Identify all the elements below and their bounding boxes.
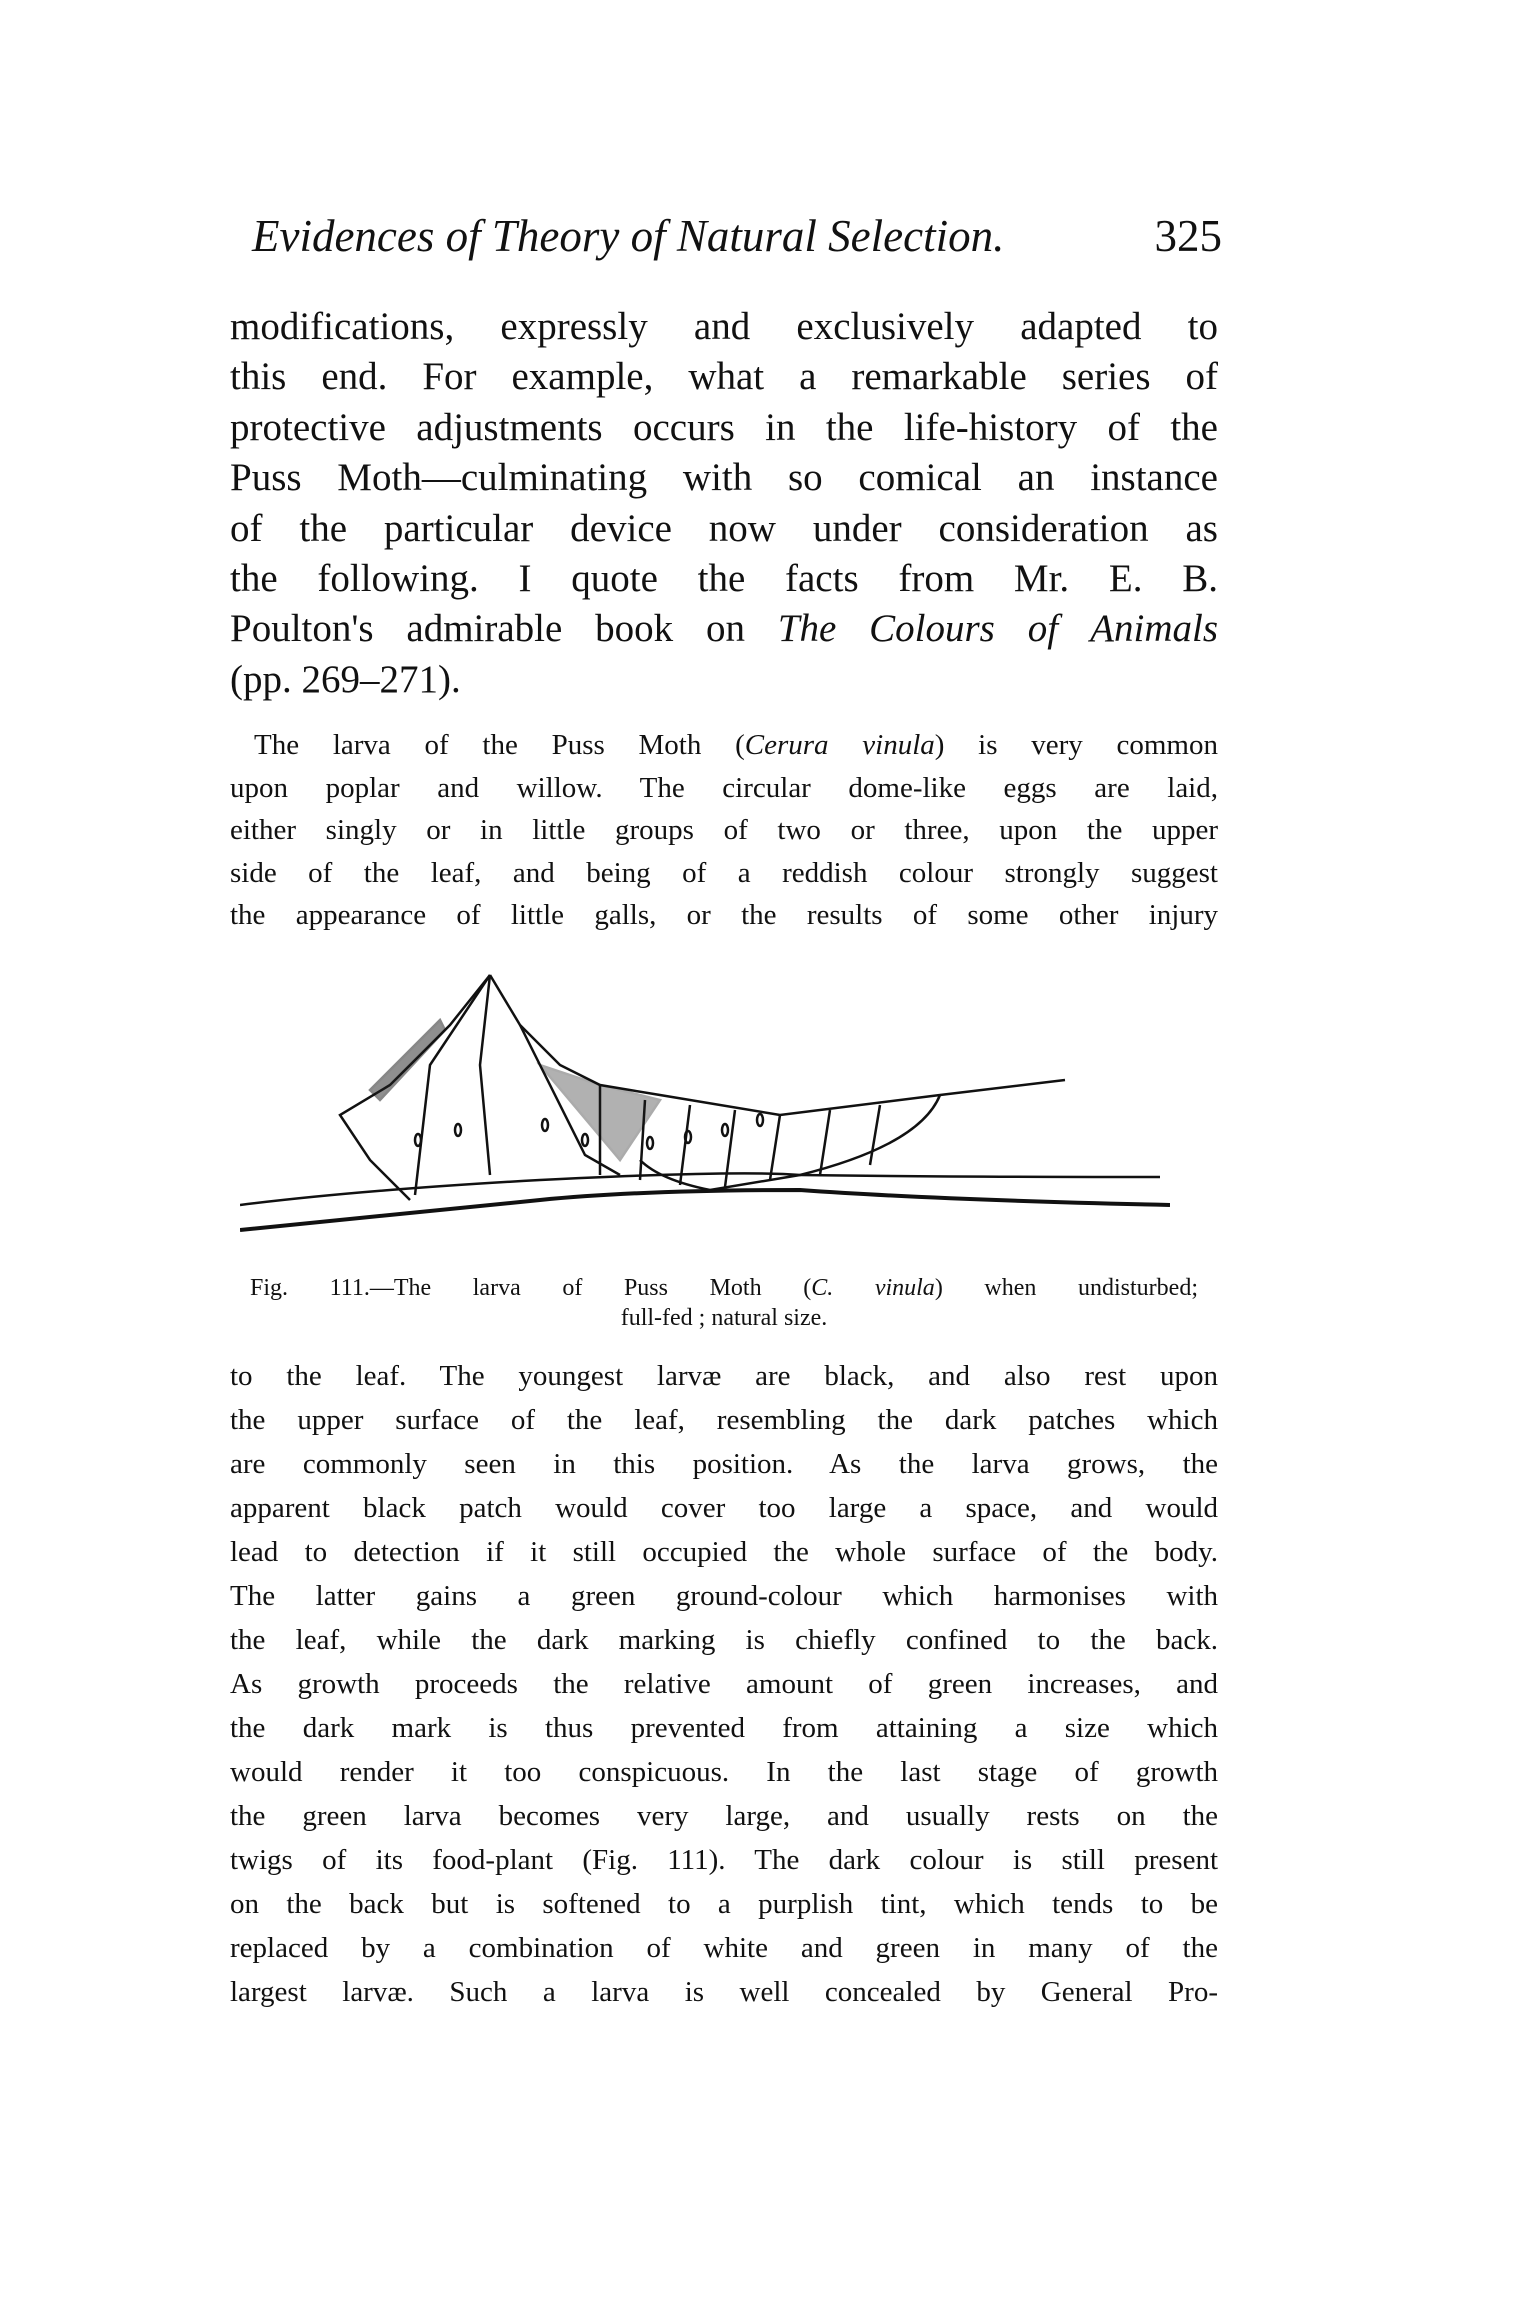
text-line: would render it too conspicuous. In the last stage of growth [230, 1756, 1218, 1788]
text-line: are commonly seen in this position. As the larva grows, the [230, 1448, 1218, 1480]
text-span: The larva of the Puss Moth ( [254, 729, 745, 761]
text-line: to the leaf. The youngest larvæ are black, and also rest upon [230, 1360, 1218, 1392]
page-number: 325 [1154, 211, 1222, 261]
text-line: of the particular device now under consideration as [230, 506, 1218, 550]
text-line: As growth proceeds the relative amount of green increases, and [230, 1668, 1218, 1700]
text-line: The latter gains a green ground-colour which harmonises with [230, 1580, 1218, 1612]
text-line [230, 724, 1218, 767]
text-line: replaced by a combination of white and green in many of the [230, 1932, 1218, 1964]
text-line: side of the leaf, and being of a reddish colour strongly suggest [230, 856, 1218, 889]
text-line: protective adjustments occurs in the life-history of the [230, 405, 1218, 449]
text-line: twigs of its food-plant (Fig. 111). The dark colour is still present [230, 1844, 1218, 1876]
caption-line [230, 1273, 1218, 1303]
text-span: ) is very common [934, 729, 1218, 761]
text-span: Fig. 111.—The larva of Puss Moth ( [250, 1275, 812, 1301]
text-line [230, 604, 1218, 654]
text-line: (pp. 269–271). [230, 657, 461, 701]
figure-caption [230, 1273, 1218, 1333]
text-line: this end. For example, what a remarkable series of [230, 355, 1218, 399]
species-abbrev: C. vinula [811, 1275, 935, 1301]
quote-paragraph-bottom [230, 1354, 1218, 2014]
species-name: Cerura vinula [744, 729, 935, 761]
running-header [252, 208, 1222, 268]
intro-paragraph [230, 302, 1218, 705]
text-line: Puss Moth—culminating with so comical an instance [230, 456, 1218, 500]
text-span: ) when undisturbed; [934, 1275, 1198, 1301]
text-line: the green larva becomes very large, and usually rests on the [230, 1800, 1218, 1832]
caption-line: full-fed ; natural size. [620, 1305, 828, 1331]
text-span: Poulton's admirable book on [230, 607, 778, 651]
text-line: the appearance of little galls, or the results of some other injury [230, 899, 1218, 931]
quote-paragraph-top [230, 724, 1218, 937]
larva-illustration [240, 965, 1170, 1235]
text-line: the following. I quote the facts from Mr. E. B. [230, 556, 1218, 600]
text-line: the upper surface of the leaf, resembling the dark patches which [230, 1404, 1218, 1436]
text-line: either singly or in little groups of two or three, upon the upper [230, 814, 1218, 846]
text-line: on the back but is softened to a purplish tint, which tends to be [230, 1888, 1218, 1920]
text-line: largest larvæ. Such a larva is well concealed by General Pro- [230, 1976, 1218, 2008]
book-title: The Colours of Animals [777, 607, 1218, 651]
text-line: modifications, expressly and exclusively adapted to [230, 305, 1218, 348]
text-line: upon poplar and willow. The circular dome-like eggs are laid, [230, 771, 1218, 804]
running-title: Evidences of Theory of Natural Selection. [252, 211, 1005, 261]
text-line: apparent black patch would cover too large a space, and would [230, 1492, 1218, 1524]
text-line: the dark mark is thus prevented from attaining a size which [230, 1712, 1218, 1744]
text-line: the leaf, while the dark marking is chiefly confined to the back. [230, 1624, 1218, 1656]
text-line: lead to detection if it still occupied the whole surface of the body. [230, 1536, 1218, 1568]
